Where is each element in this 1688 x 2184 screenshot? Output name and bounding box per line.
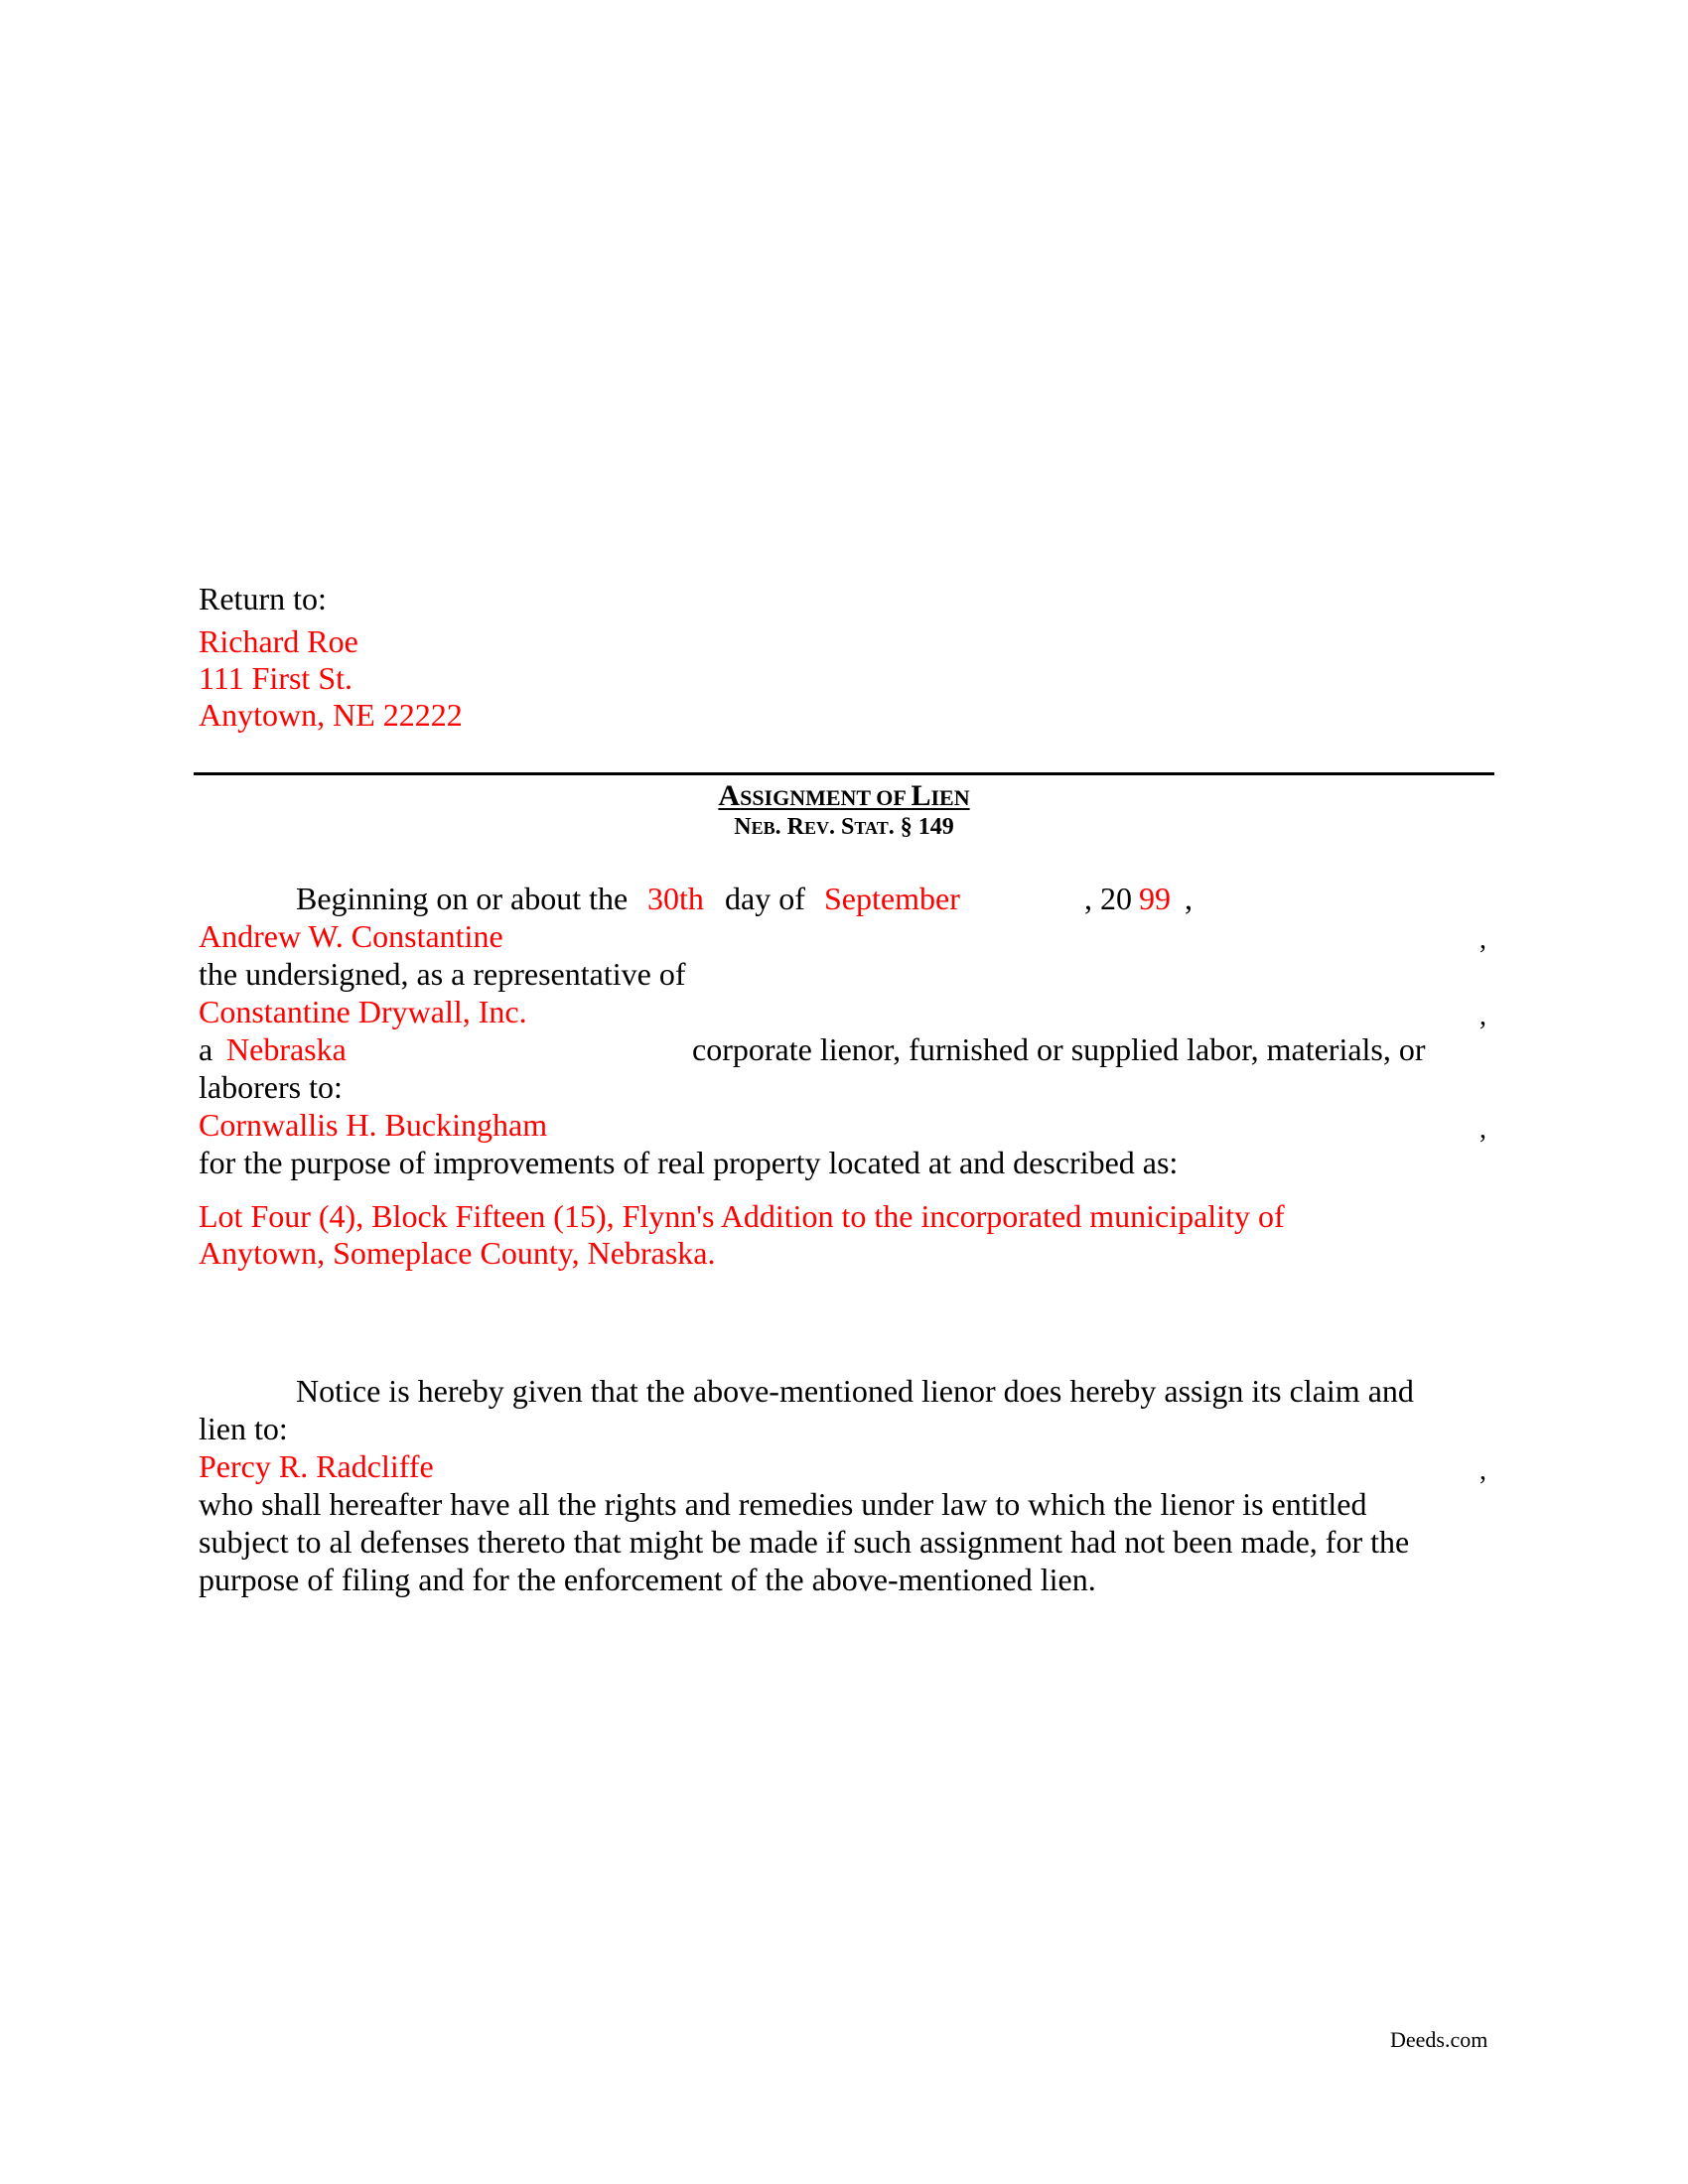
header-rule [194,772,1494,775]
footer-brand: Deeds.com [1390,2027,1488,2052]
intro-text: Beginning on or about the [296,881,629,916]
month-field: September [824,881,960,916]
company-name: Constantine Drywall, Inc. [199,994,527,1029]
assignee-name: Percy R. Radcliffe [199,1448,434,1484]
owner-name: Cornwallis H. Buckingham [199,1107,548,1143]
purpose-text: for the purpose of improvements of real property located at and described as: [199,1145,1179,1180]
laborers-text: laborers to: [199,1069,343,1105]
comma: , [1479,924,1486,955]
comma: , [1479,1455,1486,1486]
state-field: Nebraska [226,1031,347,1067]
legal-description-line1: Lot Four (4), Block Fifteen (15), Flynn's Addition to the incorporated municipality of [199,1198,1285,1234]
notice-text-line1: Notice is hereby given that the above-mentioned lienor does hereby assign its claim and [296,1373,1414,1409]
return-to-label: Return to: [199,581,327,616]
notice-text-line3: who shall hereafter have all the rights and remedies under law to which the lienor is entitled [199,1486,1367,1522]
document-title: ASSIGNMENT OF LIEN [718,779,970,812]
comma: , [1479,1001,1486,1031]
lienor-text: corporate lienor, furnished or supplied labor, materials, or [692,1031,1426,1067]
notice-text-line2: lien to: [199,1411,288,1446]
year-field: 99 [1139,881,1171,916]
year-prefix: , 20 [1084,881,1132,916]
statute-reference: NEB. REV. STAT. § 149 [734,814,954,840]
day-field: 30th [647,881,704,916]
day-of-text: day of [725,881,805,916]
comma: , [1479,1114,1486,1145]
notice-text-line4: subject to al defenses thereto that might be made if such assignment had not been made, for the [199,1524,1410,1560]
return-to-name: Richard Roe [199,623,358,659]
return-to-street: 111 First St. [199,660,352,696]
notice-text-line5: purpose of filing and for the enforcement of the above-mentioned lien. [199,1562,1096,1597]
a-text: a [199,1031,213,1067]
undersigned-text: the undersigned, as a representative of [199,956,686,992]
year-comma: , [1185,881,1193,916]
legal-description-line2: Anytown, Someplace County, Nebraska. [199,1235,716,1271]
representative-name: Andrew W. Constantine [199,918,503,954]
return-to-city: Anytown, NE 22222 [199,697,463,733]
